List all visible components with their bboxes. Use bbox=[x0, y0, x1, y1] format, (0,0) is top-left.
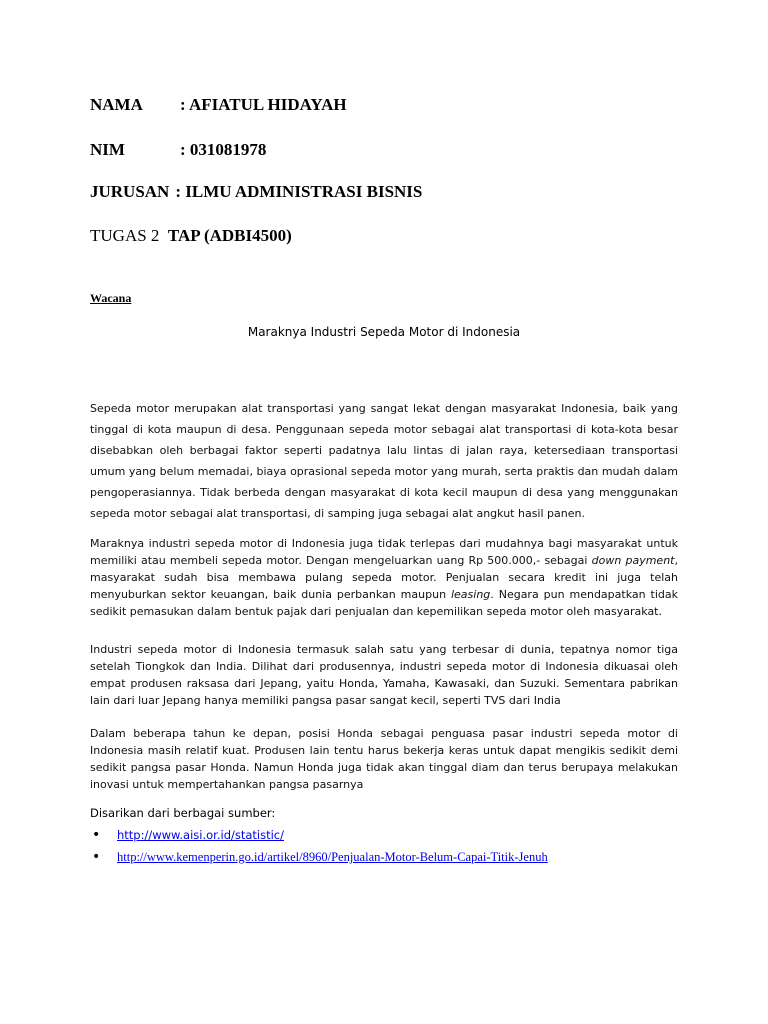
tugas-line bbox=[90, 226, 292, 246]
sources-list bbox=[90, 824, 678, 868]
nama-label: NAMA bbox=[90, 95, 143, 114]
source-link-kemenperin[interactable]: http://www.kemenperin.go.id/artikel/8960/Penjualan-Motor-Belum-Capai-Titik-Jenuh bbox=[117, 850, 548, 864]
tugas-code: TAP (ADBI4500) bbox=[167, 226, 292, 245]
bullet-icon: • bbox=[92, 827, 101, 843]
paragraph-2-part-c: . Negara pun mendapatkan tidak sedikit pemasukan dalam bentuk pajak dari penjualan dan kepemilikan sepeda motor oleh masyarakat. bbox=[90, 588, 678, 618]
source-item bbox=[90, 846, 678, 868]
nama-value: : AFIATUL HIDAYAH bbox=[180, 95, 347, 114]
bullet-icon: • bbox=[92, 849, 101, 865]
tugas-prefix: TUGAS 2 bbox=[90, 226, 160, 245]
paragraph-2-emphasis-leasing: leasing bbox=[450, 588, 491, 601]
paragraph-2-emphasis-down-payment: down payment bbox=[591, 554, 675, 567]
paragraph-2-part-b: , masyarakat sudah bisa membawa pulang sepeda motor. Penjualan secara kredit ini juga telah menyuburkan sektor keuangan, baik dunia perbankan maupun bbox=[90, 554, 678, 601]
paragraph-2-part-a: Maraknya industri sepeda motor di Indonesia juga tidak terlepas dari mudahnya bagi masyarakat untuk memiliki atau membeli sepeda motor. Dengan mengeluarkan uang Rp 500.000,- sebagai bbox=[90, 537, 678, 567]
wacana-label: Wacana bbox=[90, 291, 132, 305]
source-item bbox=[90, 824, 678, 846]
nim-label: NIM bbox=[90, 140, 125, 159]
sources-section bbox=[90, 806, 678, 868]
nim-value: : 031081978 bbox=[180, 140, 267, 159]
nama-row bbox=[90, 95, 347, 115]
jurusan-row bbox=[90, 182, 422, 202]
article-title: Maraknya Industri Sepeda Motor di Indonesia bbox=[247, 325, 521, 339]
paragraph-1: Sepeda motor merupakan alat transportasi yang sangat lekat dengan masyarakat Indonesia, baik yang tinggal di kota maupun di desa. Penggunaan sepeda motor sebagai alat transportasi di kota-kota besar disebabkan oleh berbagai faktor seperti padatnya lalu lintas di jalan raya, ketersediaan transportasi umum yang belum memadai, biaya oprasional sepeda motor yang murah, serta praktis dan mudah dalam pengoperasiannya. Tidak berbeda dengan masyarakat di kota kecil maupun di desa yang menggunakan sepeda motor sebagai alat transportasi, di samping juga sebagai alat angkut hasil panen. bbox=[90, 402, 678, 520]
jurusan-label: JURUSAN bbox=[90, 182, 170, 201]
paragraph-3: Industri sepeda motor di Indonesia termasuk salah satu yang terbesar di dunia, tepatnya nomor tiga setelah Tiongkok dan India. Dilihat dari produsennya, industri sepeda motor di Indonesia dikuasai oleh empat produsen raksasa dari Jepang, yaitu Honda, Yamaha, Kawasaki, dan Suzuki. Sementara pabrikan lain dari luar Jepang hanya memiliki pangsa pasar sangat kecil, seperti TVS dari India bbox=[90, 643, 678, 707]
nim-row bbox=[90, 140, 267, 160]
sources-heading: Disarikan dari berbagai sumber: bbox=[90, 806, 276, 820]
paragraph-2 bbox=[90, 535, 678, 620]
jurusan-value: : ILMU ADMINISTRASI BISNIS bbox=[175, 182, 423, 201]
source-link-aisi[interactable]: http://www.aisi.or.id/statistic/ bbox=[117, 828, 285, 842]
paragraph-4: Dalam beberapa tahun ke depan, posisi Honda sebagai penguasa pasar industri sepeda motor di Indonesia masih relatif kuat. Produsen lain tentu harus bekerja keras untuk dapat mengikis sedikit demi sedikit pangsa pasar Honda. Namun Honda juga tidak akan tinggal diam dan terus berupaya melakukan inovasi untuk mempertahankan pangsa pasarnya bbox=[90, 727, 678, 791]
